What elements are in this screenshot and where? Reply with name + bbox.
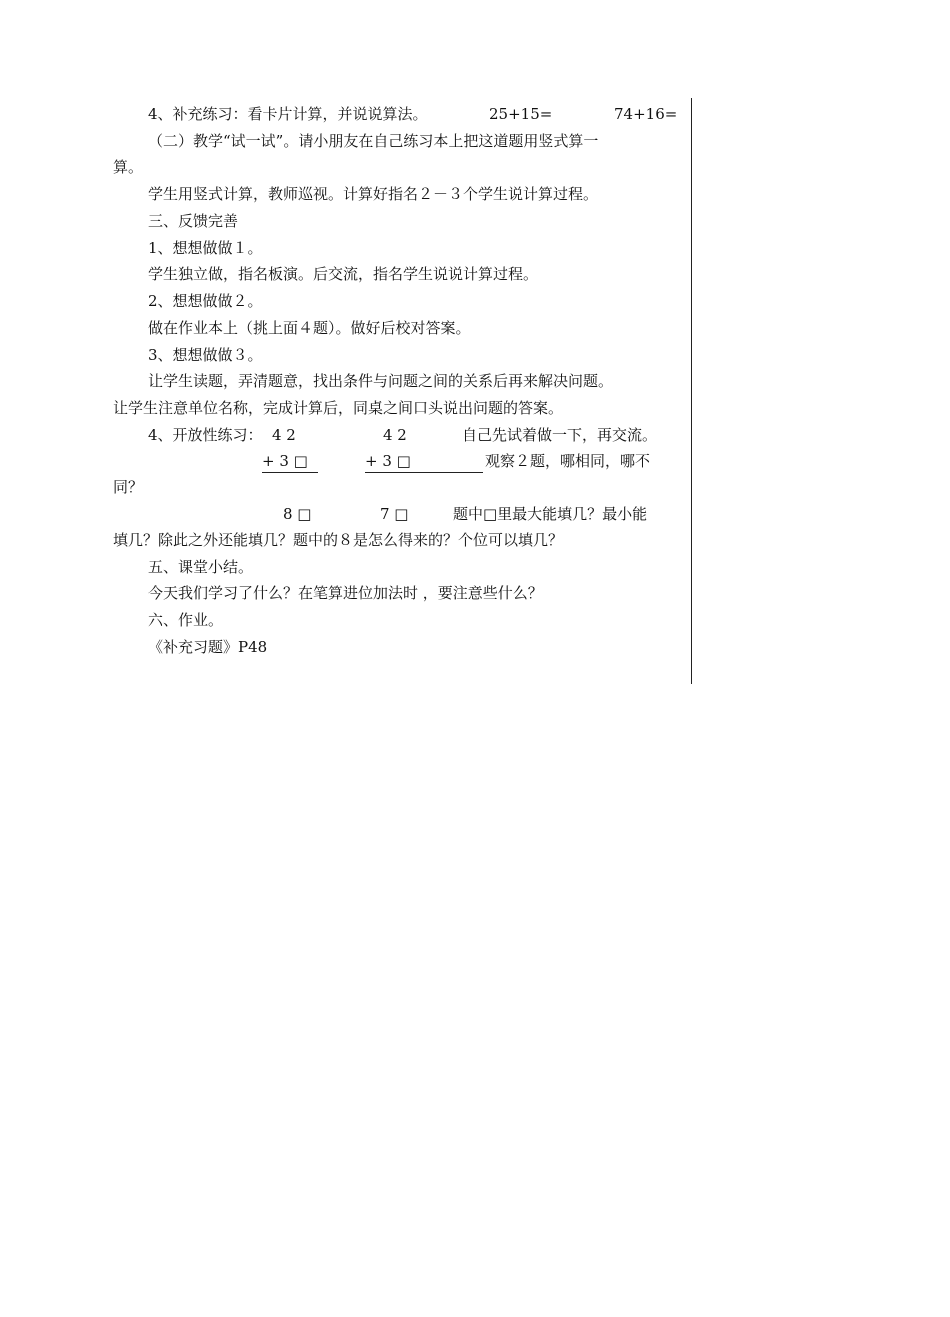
try-it-line: （二）教学“试一试”。请小朋友在自己练习本上把这道题用竖式算一	[148, 132, 599, 150]
supplement-exercise-text: 4、补充练习：看卡片计算，并说说算法。	[148, 105, 428, 123]
vertical-problem-1-addend: + 3 □	[262, 451, 318, 473]
supplement-exercise-line	[148, 104, 428, 124]
think-do-3-text-cont: 让学生注意单位名称，完成计算后，同桌之间口头说出问题的答案。	[113, 399, 564, 417]
think-do-3-heading: 3、想想做做３。	[148, 346, 263, 364]
homework-reference: 《补充习题》P48	[148, 638, 268, 656]
section-homework-heading: 六、作业。	[148, 611, 224, 629]
observe-question: 观察２题，哪相同，哪不	[485, 452, 651, 470]
vertical-problem-2-top: 4 2	[383, 426, 407, 444]
card-expression-1: 25+15=	[489, 105, 553, 123]
try-it-line-cont: 算。	[113, 158, 144, 176]
fill-box-question-cont: 填几？除此之外还能填几？题中的８是怎么得来的？个位可以填几？	[113, 531, 564, 549]
observe-question-cont: 同？	[113, 478, 144, 496]
think-do-1-text: 学生独立做，指名板演。后交流，指名学生说说计算过程。	[148, 265, 539, 283]
vertical-problem-2-addend: + 3 □	[365, 451, 483, 473]
vertical-calc-line: 学生用竖式计算，教师巡视。计算好指名２－３个学生说计算过程。	[148, 185, 599, 203]
right-margin-rule	[691, 98, 692, 684]
section-feedback-heading: 三、反馈完善	[148, 212, 239, 230]
card-expression-2: 74+16=	[614, 105, 678, 123]
think-do-2-text: 做在作业本上（挑上面４题）。做好后校对答案。	[148, 319, 471, 337]
section-summary-heading: 五、课堂小结。	[148, 558, 254, 576]
summary-question: 今天我们学习了什么？在笔算进位加法时 ，要注意些什么？	[148, 584, 543, 602]
open-exercise-instruction: 自己先试着做一下，再交流。	[462, 426, 658, 444]
fill-box-question: 题中□里最大能填几？最小能	[453, 505, 648, 523]
vertical-problem-2-sum: 7 □	[380, 505, 409, 523]
vertical-problem-1-top: 4 2	[272, 426, 296, 444]
think-do-3-text: 让学生读题，弄清题意，找出条件与问题之间的关系后再来解决问题。	[148, 372, 614, 390]
vertical-problem-1-sum: 8 □	[283, 505, 312, 523]
think-do-1-heading: 1、想想做做１。	[148, 239, 263, 257]
open-exercise-label: 4、开放性练习：	[148, 426, 263, 444]
think-do-2-heading: 2、想想做做２。	[148, 292, 263, 310]
